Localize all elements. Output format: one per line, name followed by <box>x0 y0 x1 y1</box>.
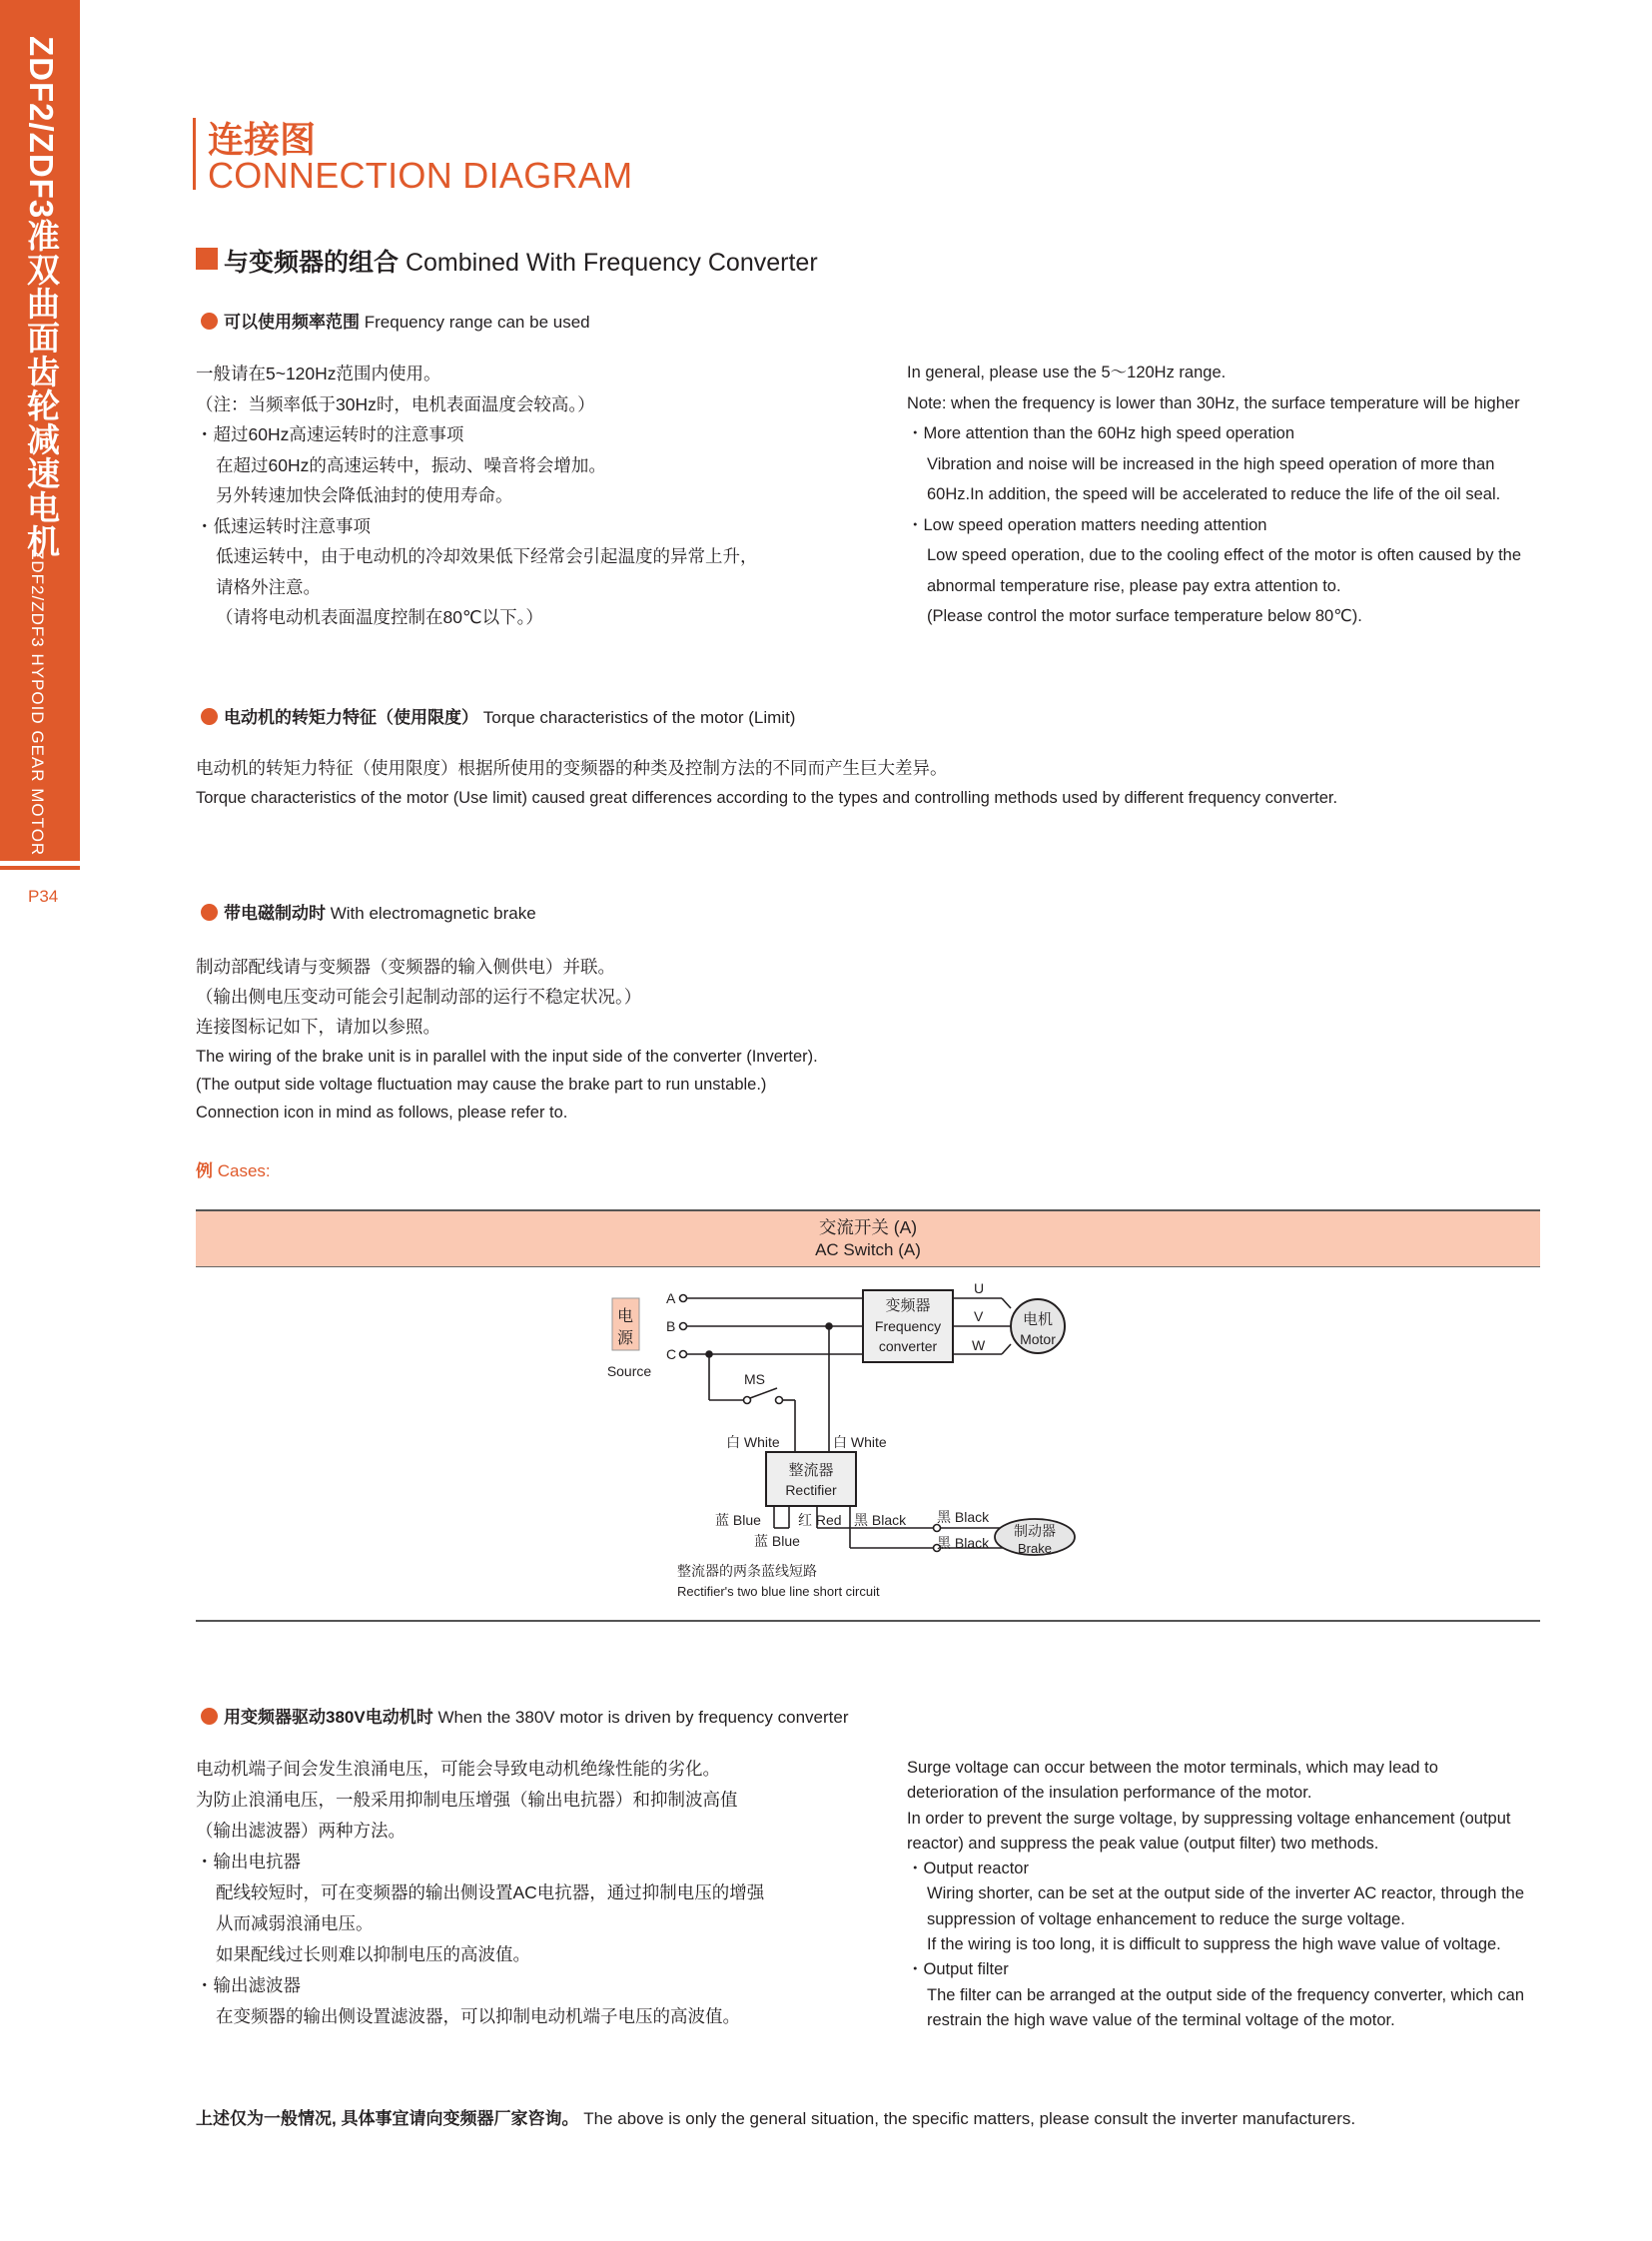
text-line: In order to prevent the surge voltage, by suppressing voltage enhancement (output <box>907 1809 1511 1828</box>
inverter-label-en-1: Frequency <box>874 1318 942 1334</box>
cases-label-en: Cases: <box>217 1161 271 1180</box>
text-line: 请格外注意。 <box>216 576 321 597</box>
sidebar-subtitle: ZDF2/ZDF3 HYPOID GEAR MOTOR <box>28 549 47 857</box>
footer-en: The above is only the general situation, the specific matters, please consult the inverter manufacturers. <box>583 2109 1356 2128</box>
text-line: 连接图标记如下，请加以参照。 <box>196 1017 440 1037</box>
footer-cn: 上述仅为一般情况, 具体事宜请向变频器厂家咨询。 <box>196 2109 579 2128</box>
text-line: （输出滤波器）两种方法。 <box>196 1821 406 1841</box>
brake-label-en: Brake <box>1018 1541 1052 1556</box>
text-line: 如果配线过长则难以抑制电压的高波值。 <box>216 1944 530 1964</box>
diagram-bottom-rule <box>196 1620 1540 1622</box>
red-label: 红 Red <box>798 1512 842 1528</box>
bullet-dot-icon <box>201 1708 218 1725</box>
diagram-header-cn: 交流开关 (A) <box>818 1217 918 1237</box>
section-title-cn: 与变频器的组合 <box>224 249 400 277</box>
text-line: 在变频器的输出侧设置滤波器，可以抑制电动机端子电压的高波值。 <box>216 2006 740 2026</box>
text-line: ・Output reactor <box>907 1860 1029 1878</box>
terminal-a <box>680 1295 687 1302</box>
text-line: ・输出滤波器 <box>196 1975 301 1995</box>
torque-en: Torque characteristics of the motor (Use limit) caused great differences according to the types and controlling methods used by different frequency converter. <box>196 789 1338 807</box>
page-title-cn: 连接图 <box>208 119 317 160</box>
black-top-label: 黑 Black <box>937 1509 990 1525</box>
text-line: 电动机端子间会发生浪涌电压，可能会导致电动机绝缘性能的劣化。 <box>196 1759 720 1779</box>
text-line: If the wiring is too long, it is difficult to suppress the high wave value of voltage. <box>927 1935 1501 1954</box>
page-title-en: CONNECTION DIAGRAM <box>208 155 633 196</box>
section-title-en: Combined With Frequency Converter <box>405 249 818 277</box>
v380-cn-block <box>196 1754 764 2032</box>
text-line: The filter can be arranged at the output side of the frequency converter, which can <box>927 1985 1525 2004</box>
text-line: suppression of voltage enhancement to reduce the surge voltage. <box>927 1909 1405 1928</box>
text-line: Low speed operation, due to the cooling effect of the motor is often caused by the <box>927 546 1522 564</box>
text-line: ・低速运转时注意事项 <box>196 515 371 536</box>
v380-heading-en: When the 380V motor is driven by frequency converter <box>437 1708 849 1727</box>
w-label: W <box>972 1337 986 1353</box>
text-line: 另外转速加快会降低油封的使用寿命。 <box>216 485 513 505</box>
text-line: 一般请在5~120Hz范围内使用。 <box>196 364 441 383</box>
text-line: deterioration of the insulation performance of the motor. <box>907 1784 1312 1803</box>
diagram-header-en: AC Switch (A) <box>815 1240 921 1259</box>
torque-cn: 电动机的转矩力特征（使用限度）根据所使用的变频器的种类及控制方法的不同而产生巨大差异。 <box>196 758 948 778</box>
text-line: restrain the high wave value of the terminal voltage of the motor. <box>927 2010 1395 2029</box>
brake-heading-cn: 带电磁制动时 <box>224 904 326 923</box>
brake-heading-en: With electromagnetic brake <box>330 904 536 923</box>
text-line: ・More attention than the 60Hz high speed operation <box>907 424 1295 442</box>
torque-heading-cn: 电动机的转矩力特征（使用限度） <box>224 708 478 727</box>
text-line: In general, please use the 5～120Hz range. <box>907 364 1227 381</box>
white-left-label: 白 White <box>726 1434 780 1450</box>
freq-heading-en: Frequency range can be used <box>364 313 590 332</box>
v380-heading-cn: 用变频器驱动380V电动机时 <box>224 1708 433 1727</box>
text-line: ・输出电抗器 <box>196 1852 301 1871</box>
note-en: Rectifier's two blue line short circuit <box>677 1584 880 1599</box>
terminal-c <box>680 1351 687 1358</box>
sidebar-title: ZDF2/ZDF3准双曲面齿轮减速电机 <box>23 36 60 559</box>
text-line: ・超过60Hz高速运转时的注意事项 <box>196 424 464 444</box>
torque-heading-en: Torque characteristics of the motor (Limit) <box>482 708 796 727</box>
black-bottom-label: 黑 Black <box>937 1535 990 1551</box>
text-line: 为防止浪涌电压，一般采用抑制电压增强（输出电抗器）和抑制波高值 <box>196 1790 738 1810</box>
page-number: P34 <box>28 887 59 906</box>
text-line: 从而减弱浪涌电压。 <box>216 1913 374 1933</box>
motor-label-en: Motor <box>1020 1331 1056 1347</box>
black-left-label: 黑 Black <box>854 1512 907 1528</box>
text-line: reactor) and suppress the peak value (output filter) two methods. <box>907 1834 1379 1853</box>
text-line: Vibration and noise will be increased in the high speed operation of more than <box>927 454 1495 473</box>
text-line: Wiring shorter, can be set at the output side of the inverter AC reactor, through the <box>927 1884 1525 1903</box>
cases-label-cn: 例 <box>196 1161 213 1180</box>
inverter-label-en-2: converter <box>878 1338 938 1354</box>
blue-bottom-label: 蓝 Blue <box>754 1533 800 1549</box>
source-label-en: Source <box>606 1363 652 1379</box>
u-label: U <box>974 1280 985 1296</box>
v-label: V <box>974 1308 984 1324</box>
note-cn: 整流器的两条蓝线短路 <box>677 1563 817 1579</box>
text-line: ・Low speed operation matters needing attention <box>907 515 1267 534</box>
terminal-b <box>680 1323 687 1330</box>
footer-note <box>196 2104 1355 2129</box>
v380-heading <box>201 1703 848 1728</box>
blue-left-label: 蓝 Blue <box>715 1512 761 1528</box>
text-line: 在超过60Hz的高速运转中，振动、噪音将会增加。 <box>216 454 606 475</box>
text-line: 低速运转中，由于电动机的冷却效果低下经常会引起温度的异常上升， <box>216 546 758 566</box>
text-line: Note: when the frequency is lower than 30Hz, the surface temperature will be higher <box>907 393 1520 412</box>
v380-en-block <box>907 1756 1524 2033</box>
text-line: abnormal temperature rise, please pay extra attention to. <box>927 576 1341 595</box>
text-line: 60Hz.In addition, the speed will be accelerated to reduce the life of the oil seal. <box>927 485 1501 503</box>
text-line: The wiring of the brake unit is in parallel with the input side of the converter (Inverter). <box>196 1048 818 1066</box>
text-line: 制动部配线请与变频器（变频器的输入侧供电）并联。 <box>196 957 615 977</box>
ms-label: MS <box>744 1371 765 1387</box>
text-line: （输出侧电压变动可能会引起制动部的运行不稳定状况。） <box>196 987 642 1007</box>
text-line: （请将电动机表面温度控制在80℃以下。） <box>216 607 543 627</box>
inverter-label-cn: 变频器 <box>885 1297 931 1314</box>
terminal-a-label: A <box>666 1290 676 1306</box>
brake-label-cn: 制动器 <box>1014 1523 1056 1539</box>
text-line: （注：当频率低于30Hz时，电机表面温度会较高。） <box>196 393 595 414</box>
source-label-1: 电 <box>616 1308 634 1325</box>
white-right-label: 白 White <box>833 1434 887 1450</box>
text-line: 配线较短时，可在变频器的输出侧设置AC电抗器，通过抑制电压的增强 <box>216 1882 765 1902</box>
text-line: ・Output filter <box>907 1960 1009 1979</box>
source-label-2: 源 <box>616 1330 634 1347</box>
text-line: Surge voltage can occur between the motor terminals, which may lead to <box>907 1759 1438 1777</box>
text-line: (Please control the motor surface temperature below 80℃). <box>927 607 1362 625</box>
terminal-c-label: C <box>666 1346 677 1362</box>
text-line: (The output side voltage fluctuation may cause the brake part to run unstable.) <box>196 1076 767 1094</box>
terminal-b-label: B <box>666 1318 676 1334</box>
rectifier-label-en: Rectifier <box>785 1482 837 1498</box>
freq-heading-cn: 可以使用频率范围 <box>224 313 360 332</box>
text-line: Connection icon in mind as follows, please refer to. <box>196 1104 568 1121</box>
motor-label-cn: 电机 <box>1022 1311 1054 1328</box>
rectifier-label-cn: 整流器 <box>788 1462 834 1479</box>
